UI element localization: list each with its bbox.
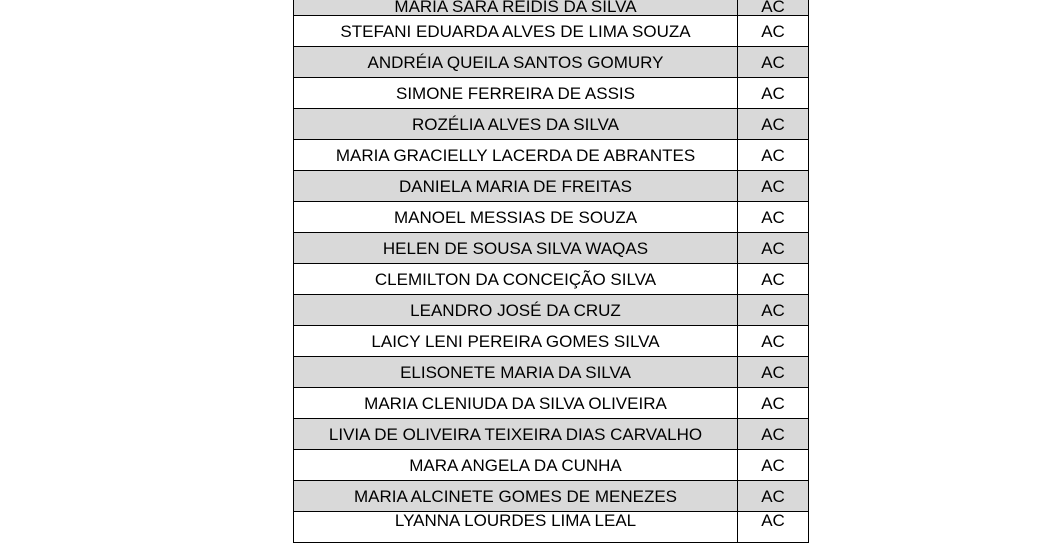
name-cell: MARIA ALCINETE GOMES DE MENEZES <box>294 481 738 512</box>
names-table <box>293 0 809 543</box>
status-cell: AC <box>738 140 809 171</box>
document-page <box>293 0 808 543</box>
status-cell: AC <box>738 0 809 16</box>
name-cell: ANDRÉIA QUEILA SANTOS GOMURY <box>294 47 738 78</box>
name-cell: LIVIA DE OLIVEIRA TEIXEIRA DIAS CARVALHO <box>294 419 738 450</box>
name-cell: ELISONETE MARIA DA SILVA <box>294 357 738 388</box>
status-cell: AC <box>738 16 809 47</box>
table-row <box>294 388 809 419</box>
status-cell: AC <box>738 233 809 264</box>
table-row <box>294 16 809 47</box>
table-row <box>294 140 809 171</box>
table-row <box>294 357 809 388</box>
status-cell: AC <box>738 326 809 357</box>
status-cell: AC <box>738 512 809 543</box>
name-cell: SIMONE FERREIRA DE ASSIS <box>294 78 738 109</box>
table-row <box>294 419 809 450</box>
name-cell: HELEN DE SOUSA SILVA WAQAS <box>294 233 738 264</box>
name-cell: LYANNA LOURDES LIMA LEAL <box>294 512 738 543</box>
status-cell: AC <box>738 171 809 202</box>
name-cell: MANOEL MESSIAS DE SOUZA <box>294 202 738 233</box>
status-cell: AC <box>738 47 809 78</box>
status-cell: AC <box>738 357 809 388</box>
status-cell: AC <box>738 481 809 512</box>
table-row <box>294 295 809 326</box>
name-cell: LEANDRO JOSÉ DA CRUZ <box>294 295 738 326</box>
table-row <box>294 450 809 481</box>
status-cell: AC <box>738 388 809 419</box>
name-cell: MARA ANGELA DA CUNHA <box>294 450 738 481</box>
status-cell: AC <box>738 295 809 326</box>
status-cell: AC <box>738 419 809 450</box>
status-cell: AC <box>738 109 809 140</box>
name-cell: CLEMILTON DA CONCEIÇÃO SILVA <box>294 264 738 295</box>
name-cell: STEFANI EDUARDA ALVES DE LIMA SOUZA <box>294 16 738 47</box>
status-cell: AC <box>738 264 809 295</box>
table-row <box>294 326 809 357</box>
table-row <box>294 512 809 543</box>
table-row <box>294 264 809 295</box>
table-row <box>294 0 809 16</box>
name-cell: ROZÉLIA ALVES DA SILVA <box>294 109 738 140</box>
status-cell: AC <box>738 202 809 233</box>
name-cell: MARIA SARA REIDIS DA SILVA <box>294 0 738 16</box>
name-cell: LAICY LENI PEREIRA GOMES SILVA <box>294 326 738 357</box>
name-cell: DANIELA MARIA DE FREITAS <box>294 171 738 202</box>
table-row <box>294 481 809 512</box>
name-cell: MARIA GRACIELLY LACERDA DE ABRANTES <box>294 140 738 171</box>
names-table-body <box>294 0 809 543</box>
table-row <box>294 233 809 264</box>
table-row <box>294 109 809 140</box>
status-cell: AC <box>738 450 809 481</box>
status-cell: AC <box>738 78 809 109</box>
table-row <box>294 171 809 202</box>
table-row <box>294 47 809 78</box>
name-cell: MARIA CLENIUDA DA SILVA OLIVEIRA <box>294 388 738 419</box>
table-row <box>294 78 809 109</box>
table-row <box>294 202 809 233</box>
